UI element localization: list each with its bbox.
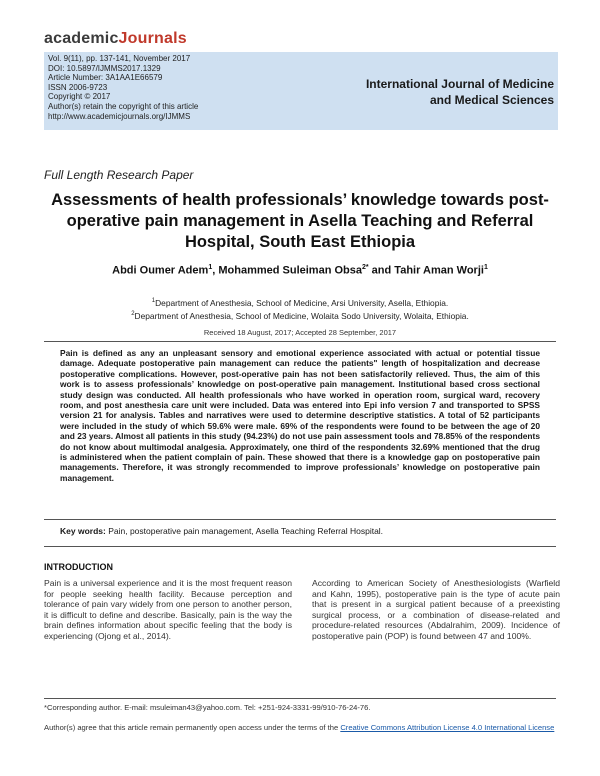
- author-separator: ,: [212, 264, 219, 277]
- intro-left-column: Pain is a universal experience and it is the most frequent reason for people seeking health facility. Because perception and tolerance of pain vary widely from one person to another person, it is difficult to define and describe. Basically, pain is the way the brain defines information about specific feeling that the body is experiencing (Ojong et al., 2014).: [44, 578, 292, 641]
- keywords-divider: [44, 546, 556, 547]
- meta-issn: ISSN 2006-9723: [48, 82, 108, 92]
- paper-type: Full Length Research Paper: [44, 168, 194, 182]
- affiliation-mark: 1: [151, 298, 156, 304]
- brand-part-1: academic: [44, 30, 119, 47]
- author-list: [44, 264, 556, 277]
- footer-divider: [44, 698, 556, 699]
- affiliation-text: Department of Anesthesia, School of Medicine, Arsi University, Asella, Ethiopia.: [155, 297, 449, 308]
- license-note: [44, 723, 558, 733]
- meta-article-number: Article Number: 3A1AA1E66579: [48, 73, 163, 83]
- meta-copyright: Copyright © 2017: [48, 92, 111, 102]
- meta-doi: DOI: 10.5897/IJMMS2017.1329: [48, 63, 161, 73]
- brand-part-2: Journals: [118, 30, 187, 47]
- author-name: Mohammed Suleiman Obsa: [218, 264, 362, 277]
- keywords: [60, 526, 540, 536]
- publisher-logo: [44, 30, 187, 48]
- affiliation-text: Department of Anesthesia, School of Medicine, Wolaita Sodo University, Wolaita, Ethiopia.: [134, 310, 469, 321]
- author-name: Tahir Aman Worji: [394, 264, 484, 277]
- affiliations: [44, 296, 556, 322]
- author-separator: and: [368, 264, 395, 277]
- affiliation-mark: 2: [131, 310, 135, 317]
- license-link[interactable]: Creative Commons Attribution License 4.0 International License: [340, 723, 555, 732]
- meta-url[interactable]: http://www.academicjournals.org/IJMMS: [48, 111, 191, 121]
- author-affiliation-mark: 1: [483, 264, 488, 271]
- affiliation-line: [44, 296, 556, 309]
- journal-name-line-2: and Medical Sciences: [429, 93, 554, 107]
- affiliation-line: [44, 309, 556, 322]
- meta-rights: Author(s) retain the copyright of this article: [48, 101, 199, 111]
- abstract: Pain is defined as any an unpleasant sensory and emotional experience associated with actual or potential tissue damage. Adequate postoperative pain management can reduce the patients" length of hospitalization and decrease postoperative complications. However, post-operative pain has not been satisfactorily relieved. Thus, the aim of this work is to assess professionals’ knowledge on post-operative pain management. Institutional based cross sectional study design was conducted. All health professionals who have worked in operation room, surgical ward, recovery room, and post anesthesia care unit were included. Data was entered into Epi info version 7 and transported to SPSS version 21 for analysis. Tables and narratives were used to determine descriptive statistics. A total of 52 participants were included in the study of which 59.6% were male. 69% of the respondents were found to be between the age of 20 and 23 years. Almost all patients in this study (94.23%) do not use pain assessment tools and 78.85% of the respondents do not know about multimodal analgesia. Approximately, one third of the respondents 32.69% mentioned that the drug is administered when the patient complain of pain. These showed that there is a knowledge gap on postoperative pain managements. Therefore, it was strongly recommended to improve professionals’ knowledge on postoperative pain management.: [60, 348, 540, 483]
- author-name: Abdi Oumer Adem: [112, 264, 209, 277]
- paper-title: Assessments of health professionals’ knowledge towards post-operative pain management in Asella Teaching and Referral Hospital, South East Ethiopia: [51, 191, 549, 251]
- abstract-bottom-divider: [44, 519, 556, 520]
- keywords-label: Key words:: [60, 526, 106, 536]
- corresponding-author: *Corresponding author. E-mail: msuleiman43@yahoo.com. Tel: +251-924-3331-99/910-76-24-76.: [44, 703, 371, 712]
- received-dates: Received 18 August, 2017; Accepted 28 September, 2017: [203, 328, 397, 337]
- journal-name-line-1: International Journal of Medicine: [365, 77, 554, 91]
- section-heading-introduction: INTRODUCTION: [44, 562, 113, 572]
- author-affiliation-mark: 2*: [362, 264, 369, 271]
- abstract-top-divider: [44, 341, 556, 342]
- journal-name: [330, 76, 554, 108]
- meta-volume: Vol. 9(11), pp. 137-141, November 2017: [48, 54, 191, 63]
- author-affiliation-mark: 1: [208, 264, 213, 271]
- intro-right-column: According to American Society of Anesthesiologists (Warfield and Kahn, 1995), postoperative pain is the type of acute pain that is present in a surgical patient because of a preexisting surgical process, or a combination of disease-related and procedure-related resources (Abdalrahim, 2009). Incidence of postoperative pain (POP) is found between 47 and 100%.: [312, 578, 560, 641]
- article-meta: [48, 54, 198, 121]
- keywords-text: Pain, postoperative pain management, Asella Teaching Referral Hospital.: [108, 526, 384, 536]
- license-text: Author(s) agree that this article remain permanently open access under the terms of the: [44, 723, 341, 732]
